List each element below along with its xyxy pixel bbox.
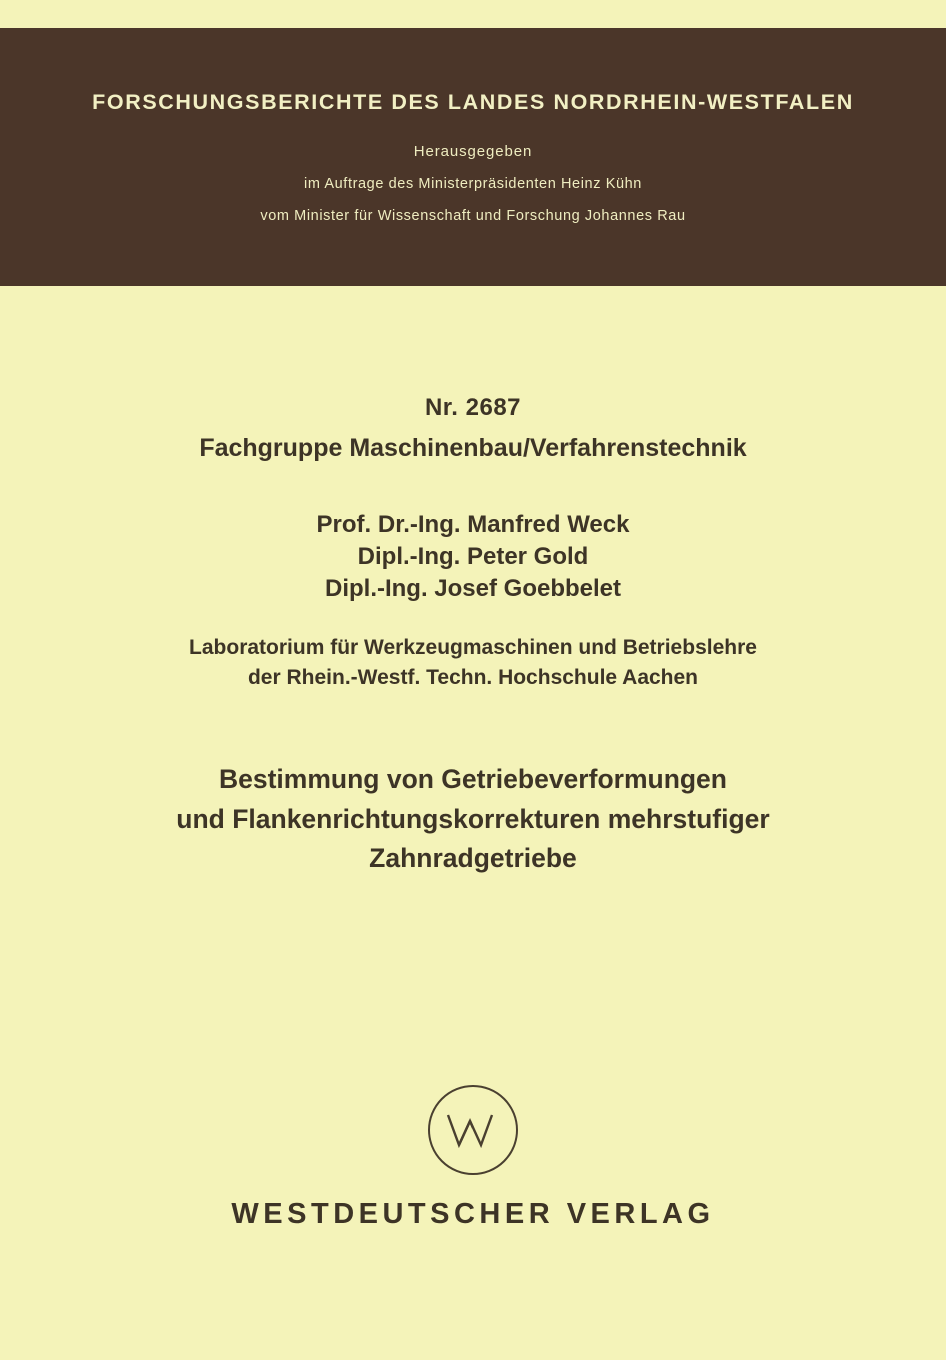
institute-affiliation bbox=[0, 633, 946, 693]
series-header-band bbox=[0, 28, 946, 286]
series-title: FORSCHUNGSBERICHTE DES LANDES NORDRHEIN-WESTFALEN bbox=[92, 90, 854, 114]
publisher-logo bbox=[0, 1085, 946, 1180]
subject-group: Fachgruppe Maschinenbau/Verfahrenstechnik bbox=[199, 434, 747, 462]
publisher-name: WESTDEUTSCHER VERLAG bbox=[231, 1198, 715, 1230]
title-line: Zahnradgetriebe bbox=[369, 842, 577, 873]
title-line: und Flankenrichtungskorrekturen mehrstufiger bbox=[176, 803, 770, 834]
page-title bbox=[0, 760, 946, 878]
institute-line: der Rhein.-Westf. Techn. Hochschule Aachen bbox=[247, 665, 699, 689]
editor-line-1: im Auftrage des Ministerpräsidenten Heinz Kühn bbox=[304, 176, 642, 192]
author-list bbox=[0, 509, 946, 605]
title-line: Bestimmung von Getriebeverformungen bbox=[218, 764, 727, 795]
author-name: Dipl.-Ing. Josef Goebbelet bbox=[324, 574, 622, 602]
author-name: Prof. Dr.-Ing. Manfred Weck bbox=[316, 511, 630, 538]
institute-line: Laboratorium für Werkzeugmaschinen und Betriebslehre bbox=[189, 635, 757, 659]
author-name: Dipl.-Ing. Peter Gold bbox=[357, 542, 589, 570]
report-number: Nr. 2687 bbox=[424, 394, 522, 421]
editor-line-2: vom Minister für Wissenschaft und Forschung Johannes Rau bbox=[260, 208, 686, 224]
publisher-logo-circle-icon bbox=[428, 1085, 518, 1175]
editor-label: Herausgegeben bbox=[413, 143, 533, 160]
